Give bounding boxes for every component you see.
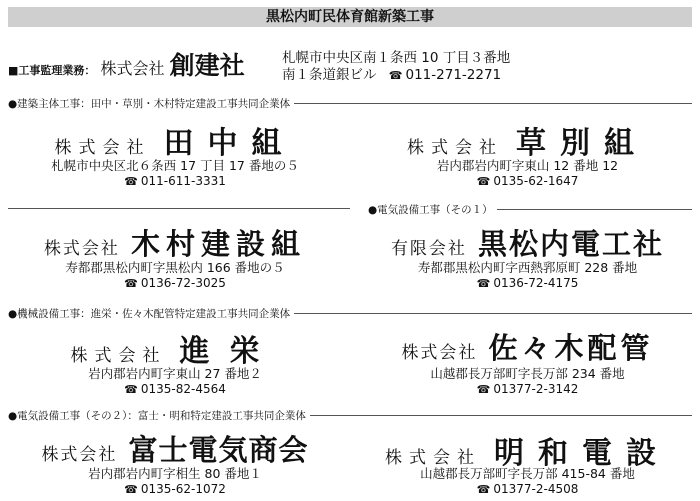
management-address-line1: 札幌市中央区南１条西 10 丁目３番地 [282,50,511,66]
company-tel: 0135-62-1647 [493,174,579,188]
phone-icon: ☎ [476,175,491,188]
section-electrical1-label: ●電気設備工事（その１） [368,204,493,216]
company-name: 木村建設組 [131,227,307,261]
section-electrical2 [8,408,692,423]
company-name: 草別組 [516,126,649,161]
company-tel: 0135-62-1072 [140,482,226,496]
phone-icon: ☎ [124,483,138,496]
company-prefix: 株式会社 [70,346,167,366]
management-company-name: 創建社 [169,51,245,80]
company-address: 寿都郡黒松内町字西熱郛原町 228 番地 [417,260,638,275]
management-tel: 011-271-2271 [405,67,502,83]
management-block [8,46,245,82]
phone-icon: ☎ [476,277,491,290]
company-prefix: 有限会社 [390,239,467,259]
company-prefix: 株式会社 [406,138,503,158]
company-name: 進栄 [179,334,280,369]
company-prefix: 株式会社 [43,239,120,259]
company-address: 岩内郡岩内町字東山 27 番地２ [88,366,262,381]
company-kusawake [360,118,695,188]
section-divider [497,209,692,210]
company-address: 山越郡長万部町字長万部 234 番地 [430,366,625,381]
company-tel: 0136-72-4175 [493,276,579,290]
section-construction-label: ●建築主体工事：田中・草別・木村特定建設工事共同企業体 [8,98,291,110]
company-fuji [10,428,340,496]
company-prefix: 株式会社 [54,138,151,158]
company-kimura [10,222,340,290]
management-address-line2 [282,63,501,83]
company-address: 札幌市中央区北６条西 17 丁目 17 番地の５ [51,158,299,173]
company-tel: 01377-2-4508 [493,482,579,496]
page-title: 黒松内町民体育館新築工事 [8,7,692,27]
management-label: ■工事監理業務： [8,64,96,77]
phone-icon: ☎ [124,383,138,396]
management-prefix: 株式会社 [100,59,165,78]
management-building: 南１条道銀ビル [282,67,377,83]
company-name: 佐々木配管 [488,331,654,365]
company-tel: 0135-82-4564 [140,382,226,396]
company-kuromatsunai [360,222,695,290]
phone-icon: ☎ [476,383,491,396]
section-divider [294,313,692,314]
section-divider [294,103,692,104]
company-name: 富士電気商会 [128,433,309,467]
company-prefix: 株式会社 [401,343,478,363]
company-address: 岩内郡岩内町字相生 80 番地１ [88,466,262,481]
company-tel: 01377-2-3142 [493,382,579,396]
company-name: 田中組 [163,126,296,161]
phone-icon: ☎ [388,69,403,82]
section-divider [310,415,692,416]
company-address: 山越郡長万部町字長万部 415-84 番地 [420,466,635,481]
phone-icon: ☎ [124,277,138,290]
company-name: 黒松内電工社 [478,227,665,261]
company-prefix: 株式会社 [384,448,481,468]
company-meiwa [360,428,695,496]
company-sasaki [360,326,695,396]
phone-icon: ☎ [124,175,138,188]
company-shinei [10,326,340,396]
section-electrical2-label: ●電気設備工事（その２）：富士・明和特定建設工事共同企業体 [8,410,306,422]
company-name: 明和電設 [494,436,671,471]
company-address: 岩内郡岩内町字東山 12 番地 12 [436,158,619,173]
company-tel: 011-611-3331 [140,174,226,188]
company-address: 寿都郡黒松内町字黒松内 166 番地の５ [65,260,285,275]
company-prefix: 株式会社 [41,445,118,465]
phone-icon: ☎ [476,483,491,496]
section-mechanical [8,306,692,321]
section-construction [8,96,692,111]
company-tanaka [10,118,340,188]
company-tel: 0136-72-3025 [140,276,226,290]
divider [8,208,350,209]
section-mechanical-label: ●機械設備工事：進栄・佐々木配管特定建設工事共同企業体 [8,308,291,320]
section-electrical1 [368,202,692,217]
